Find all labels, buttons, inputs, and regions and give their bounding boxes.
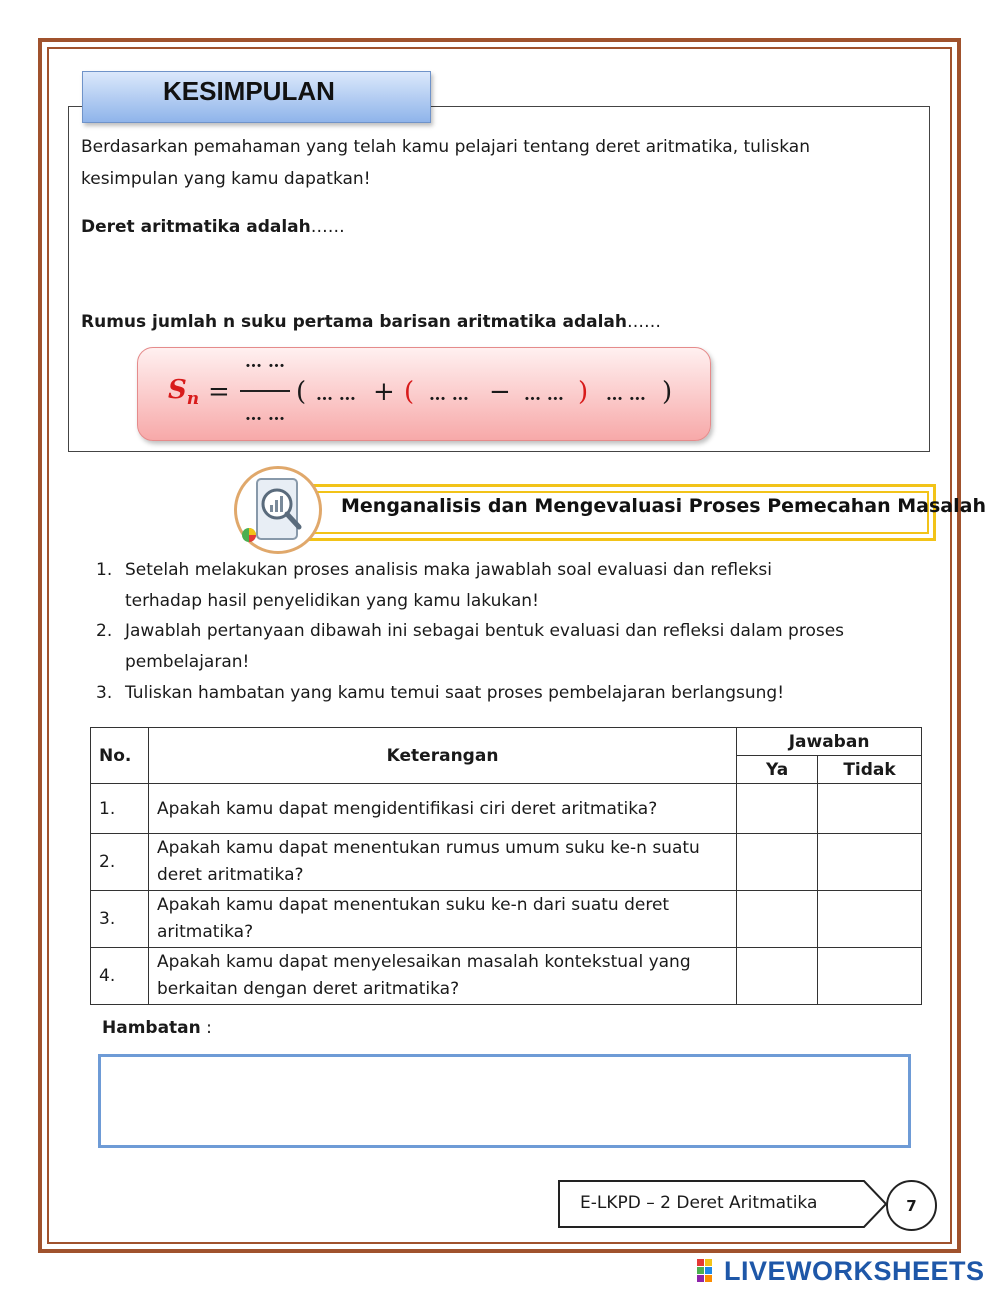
answer-ya-cell[interactable] <box>737 834 818 891</box>
answer-ya-cell[interactable] <box>737 948 818 1005</box>
kesimpulan-intro-line1: Berdasarkan pemahaman yang telah kamu pelajari tentang deret aritmatika, tuliskan <box>81 137 810 157</box>
formula-equals: = <box>208 377 230 407</box>
answer-tidak-cell[interactable] <box>818 834 922 891</box>
formula-s: S <box>168 375 187 405</box>
deret-dots: …… <box>310 217 345 237</box>
formula-close-paren: ) <box>662 377 673 407</box>
row-question-line2: aritmatika? <box>156 922 254 942</box>
rumus-dots: …… <box>626 312 661 332</box>
formula-lhs <box>168 375 199 409</box>
row-question-line2: berkaitan dengan deret aritmatika? <box>156 979 460 999</box>
instruction-3-num: 3. <box>96 683 113 703</box>
formula-subscript: n <box>186 389 200 410</box>
row-no: 2. <box>91 834 149 891</box>
answer-tidak-cell[interactable] <box>818 891 922 948</box>
answer-tidak-cell[interactable] <box>818 948 922 1005</box>
row-question-line1: Apakah kamu dapat menyelesaikan masalah kontekstual yang <box>156 952 691 972</box>
row-question <box>148 948 736 1005</box>
hambatan-heading <box>102 1018 212 1038</box>
table-row <box>91 784 922 834</box>
footer-label: E-LKPD – 2 Deret Aritmatika <box>580 1193 818 1213</box>
answer-ya-cell[interactable] <box>737 891 818 948</box>
formula-minus: − <box>489 377 511 407</box>
formula-open-paren: ( <box>296 377 307 407</box>
table-row <box>91 948 922 1005</box>
row-question-line1: Apakah kamu dapat menentukan rumus umum suku ke-n suatu <box>156 838 700 858</box>
formula-blank1[interactable]: … … <box>316 385 356 405</box>
formula-numerator[interactable]: … … <box>245 352 285 372</box>
evaluation-table <box>90 727 922 1005</box>
instruction-2-line1: Jawablah pertanyaan dibawah ini sebagai bentuk evaluasi dan refleksi dalam proses <box>125 621 845 641</box>
instruction-3-line1: Tuliskan hambatan yang kamu temui saat proses pembelajaran berlangsung! <box>125 683 785 703</box>
table-row <box>91 891 922 948</box>
row-question <box>148 784 736 834</box>
kesimpulan-intro-line2: kesimpulan yang kamu dapatkan! <box>81 169 371 189</box>
row-no: 3. <box>91 891 149 948</box>
row-question <box>148 891 736 948</box>
formula-plus: + <box>373 377 395 407</box>
row-question-line1: Apakah kamu dapat menentukan suku ke-n dari suatu deret <box>156 895 670 915</box>
hambatan-label: Hambatan <box>102 1018 201 1038</box>
row-no: 4. <box>91 948 149 1005</box>
table-header-no: No. <box>91 728 149 784</box>
formula-blank4[interactable]: … … <box>606 385 646 405</box>
deret-definition-prompt <box>81 211 345 243</box>
table-header-jawaban: Jawaban <box>737 728 922 756</box>
formula-fraction-bar <box>240 390 290 392</box>
table-header-ya: Ya <box>737 756 818 784</box>
row-no: 1. <box>91 784 149 834</box>
formula-blank3[interactable]: … … <box>524 385 564 405</box>
kesimpulan-title: KESIMPULAN <box>82 71 431 123</box>
section-title: Menganalisis dan Mengevaluasi Proses Pemecahan Masalah <box>341 495 986 517</box>
row-question-line1: Apakah kamu dapat mengidentifikasi ciri deret aritmatika? <box>156 798 658 819</box>
rumus-prompt <box>81 306 661 338</box>
liveworksheets-logo-icon <box>697 1259 721 1283</box>
deret-answer-area[interactable] <box>81 245 921 295</box>
hambatan-input[interactable] <box>98 1054 911 1148</box>
deret-label: Deret aritmatika adalah <box>81 217 311 237</box>
table-row <box>91 834 922 891</box>
formula-denominator[interactable]: … … <box>245 405 285 425</box>
row-question-line2: deret aritmatika? <box>156 865 304 885</box>
section-banner <box>294 484 986 541</box>
formula-blank2[interactable]: … … <box>429 385 469 405</box>
analysis-icon <box>234 466 322 554</box>
instruction-2-num: 2. <box>96 621 113 641</box>
answer-ya-cell[interactable] <box>737 784 818 834</box>
magnifier-chart-icon <box>237 469 319 551</box>
instruction-1-num: 1. <box>96 560 113 580</box>
formula-close-paren2: ) <box>578 377 589 407</box>
instruction-2-line2: pembelajaran! <box>125 652 250 672</box>
table-header-keterangan: Keterangan <box>148 728 736 784</box>
rumus-label: Rumus jumlah n suku pertama barisan aritmatika adalah <box>81 312 627 332</box>
formula-open-paren2: ( <box>404 377 415 407</box>
liveworksheets-brand[interactable]: LIVEWORKSHEETS <box>724 1256 985 1286</box>
page-number: 7 <box>886 1180 937 1231</box>
instruction-1-line1: Setelah melakukan proses analisis maka jawablah soal evaluasi dan refleksi <box>125 560 772 580</box>
row-question <box>148 834 736 891</box>
hambatan-colon: : <box>206 1018 212 1038</box>
instruction-1-line2: terhadap hasil penyelidikan yang kamu lakukan! <box>125 591 539 611</box>
answer-tidak-cell[interactable] <box>818 784 922 834</box>
table-header-tidak: Tidak <box>818 756 922 784</box>
